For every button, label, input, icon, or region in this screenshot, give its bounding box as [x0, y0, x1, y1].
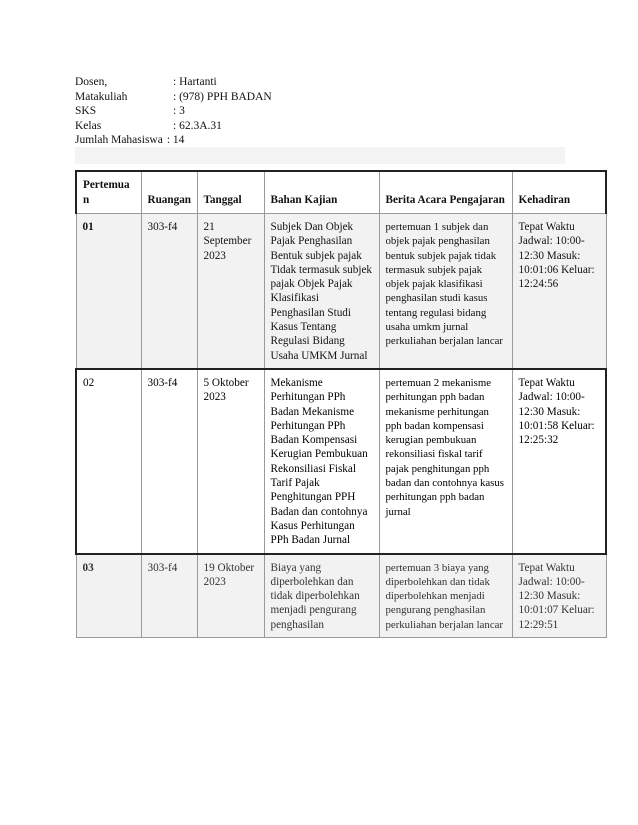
dosen-value: : Hartanti — [173, 76, 217, 88]
cell-ruangan: 303-f4 — [141, 554, 197, 638]
jumlah-mahasiswa-row — [75, 133, 272, 148]
dosen-label: Dosen, — [75, 76, 108, 88]
cell-tanggal: 21 September 2023 — [197, 214, 264, 369]
kelas-row — [75, 119, 272, 134]
course-info-header — [75, 75, 272, 148]
cell-pertemuan: 01 — [76, 214, 141, 369]
cell-ruangan: 303-f4 — [141, 369, 197, 554]
cell-berita-acara: pertemuan 2 mekanisme perhitungan pph badan mekanisme perhitungan pph badan kompensasi kerugian pembukuan rekonsiliasi fiskal tarif pajak penghitungan pph badan dan contohnya kasus perhitungan pph badan jurnal — [379, 369, 512, 554]
cell-bahan-kajian: Biaya yang diperbolehkan dan tidak diperbolehkan menjadi pengurang penghasilan — [264, 554, 379, 638]
cell-kehadiran: Tepat Waktu Jadwal: 10:00-12:30 Masuk: 10:01:58 Keluar: 12:25:32 — [512, 369, 606, 554]
col-header-pertemuan: Pertemuan — [76, 171, 141, 214]
cell-pertemuan: 02 — [76, 369, 141, 554]
separator-band — [75, 147, 565, 164]
table-row — [76, 214, 606, 369]
col-header-ruangan: Ruangan — [141, 171, 197, 214]
jumlah-mahasiswa-value: : 14 — [166, 134, 185, 147]
matakuliah-row — [75, 90, 272, 105]
kelas-value: : 62.3A.31 — [173, 119, 222, 132]
attendance-table — [75, 170, 607, 638]
cell-berita-acara: pertemuan 3 biaya yang diperbolehkan dan tidak diperbolehkan menjadi pengurang penghasilan perkuliahan berjalan lancar — [379, 554, 512, 638]
dosen-row — [75, 75, 272, 90]
matakuliah-label: Matakuliah — [75, 90, 128, 103]
cell-kehadiran: Tepat Waktu Jadwal: 10:00-12:30 Masuk: 10:01:06 Keluar: 12:24:56 — [512, 214, 606, 369]
col-header-tanggal: Tanggal — [197, 171, 264, 214]
col-header-berita-acara: Berita Acara Pengajaran — [379, 171, 512, 214]
sks-row — [75, 104, 272, 119]
jumlah-mahasiswa-label: Jumlah Mahasiswa — [75, 134, 163, 147]
cell-tanggal: 5 Oktober 2023 — [197, 369, 264, 554]
cell-bahan-kajian: Mekanisme Perhitungan PPh Badan Mekanisme Perhitungan PPh Badan Kompensasi Kerugian Pembukuan Rekonsiliasi Fiskal Tarif Pajak Penghitungan PPH Badan dan contohnya Kasus Perhitungan PPh Badan Jurnal — [264, 369, 379, 554]
col-header-kehadiran: Kehadiran — [512, 171, 606, 214]
table-header-row — [76, 171, 606, 214]
col-header-bahan-kajian: Bahan Kajian — [264, 171, 379, 214]
cell-berita-acara: pertemuan 1 subjek dan objek pajak penghasilan bentuk subjek pajak tidak termasuk subjek pajak objek pajak klasifikasi penghasilan studi kasus tentang regulasi bidang usaha umkm jurnal perkuliahan berjalan lancar — [379, 214, 512, 369]
cell-ruangan: 303-f4 — [141, 214, 197, 369]
table-row — [76, 554, 606, 638]
matakuliah-value: : (978) PPH BADAN — [173, 90, 272, 103]
cell-bahan-kajian: Subjek Dan Objek Pajak Penghasilan Bentuk subjek pajak Tidak termasuk subjek pajak Objek Pajak Klasifikasi Penghasilan Studi Kasus Tentang Regulasi Bidang Usaha UMKM Jurnal — [264, 214, 379, 369]
table-row — [76, 369, 606, 554]
cell-tanggal: 19 Oktober 2023 — [197, 554, 264, 638]
kelas-label: Kelas — [75, 119, 102, 132]
sks-value: : 3 — [173, 105, 185, 118]
sks-label: SKS — [75, 105, 97, 118]
cell-kehadiran: Tepat Waktu Jadwal: 10:00-12:30 Masuk: 10:01:07 Keluar: 12:29:51 — [512, 554, 606, 638]
cell-pertemuan: 03 — [76, 554, 141, 638]
